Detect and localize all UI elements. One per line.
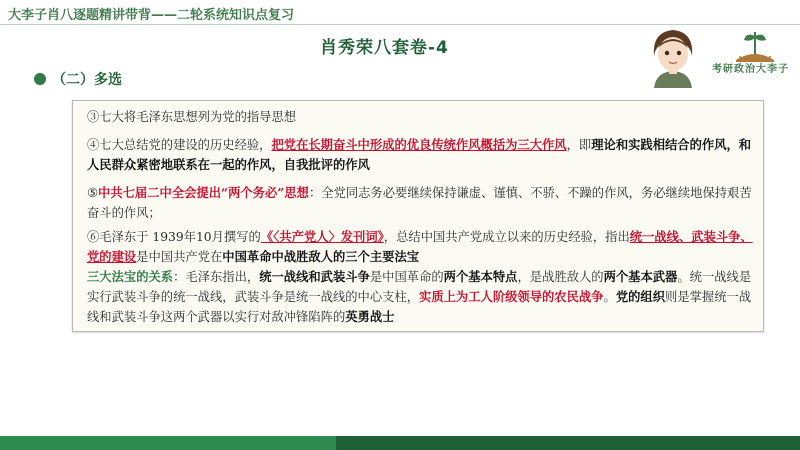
relation-text-3: ，是战胜敌人的 (517, 270, 604, 284)
p6-text-2: ，总结中国共产党成立以来的历史经验，指出 (383, 230, 630, 244)
relation-bold-4: 党的组织 (615, 289, 666, 304)
p5-highlight: 中共七届二中全会提出“两个务必”思想 (98, 185, 309, 200)
relation-bold-2: 两个基本特点 (443, 269, 518, 284)
avatar (640, 22, 706, 88)
content-card (72, 100, 764, 332)
p3-text: ③七大将毛泽东思想列为党的指导思想 (87, 110, 297, 124)
relation-text-1: ：毛泽东指出， (173, 270, 260, 284)
p6-text-1: ⑥毛泽东于 1939年10月撰写的 (87, 230, 261, 244)
p6-bold: 中国革命中战胜敌人的三个主要法宝 (222, 249, 420, 264)
page-title: 肖秀荣八套卷-4 (320, 38, 449, 58)
relation-text-2: 是中国革命的 (369, 270, 444, 284)
p6-text-3: 是中国共产党在 (136, 250, 223, 264)
p4-highlight: 把党在长期奋斗中形成的优良传统作风概括为三大作风 (271, 137, 567, 152)
relation-highlight: 实质上为工人阶级领导的农民战争 (419, 289, 604, 304)
p4-text-2: ，即 (566, 138, 592, 152)
relation-bold-1: 统一战线和武装斗争 (259, 269, 370, 284)
video-progress-bar[interactable] (0, 436, 800, 450)
course-title: 大李子肖八逐题精讲带背——二轮系统知识点复习 (8, 8, 295, 23)
relation-text-4: 。统一战线是实行武装斗争的统一战线，武装斗争是统一战线的中心支柱， (87, 270, 752, 304)
relation-label: 三大法宝的关系 (87, 269, 174, 284)
relation-text-6: 则是掌握统一战线和武装斗争这两个武器以实行对敌冲锋陷阵的 (87, 290, 752, 324)
logo-text: 考研政治大李子 (712, 64, 789, 75)
p4-text-1: ④七大总结党的建设的历史经验， (87, 138, 272, 152)
progress-fill (0, 436, 336, 450)
logo-icon (716, 28, 794, 84)
p6-highlight: 统一战线、武装斗争、党的建设 (87, 229, 753, 264)
relation-bold-5: 英勇战士 (345, 309, 395, 324)
p4-bold: 理论和实践相结合的作风，和人民群众紧密地联系在一起的作风，自我批评的作风 (87, 137, 752, 172)
relation-text-5: 。 (603, 290, 616, 304)
section-header (34, 68, 122, 90)
section-label: （二）多选 (52, 72, 122, 88)
relation-bold-3: 两个基本武器 (603, 269, 678, 284)
p5-text-2: ：全党同志务必要继续保持谦虚、谨慎、不骄、不躁的作风，务必继续地保持艰苦奋斗的作风； (87, 186, 752, 220)
p5-text-1: ⑤ (87, 186, 99, 200)
paragraph-3 (87, 107, 755, 127)
bullet-dot-icon (34, 73, 46, 85)
paragraph-5 (87, 183, 755, 223)
paragraph-4 (87, 135, 755, 175)
p6-title: 《〈共产党人〉发刊词》 (260, 229, 384, 244)
paragraph-6 (87, 227, 755, 267)
paragraph-relation (87, 267, 755, 327)
